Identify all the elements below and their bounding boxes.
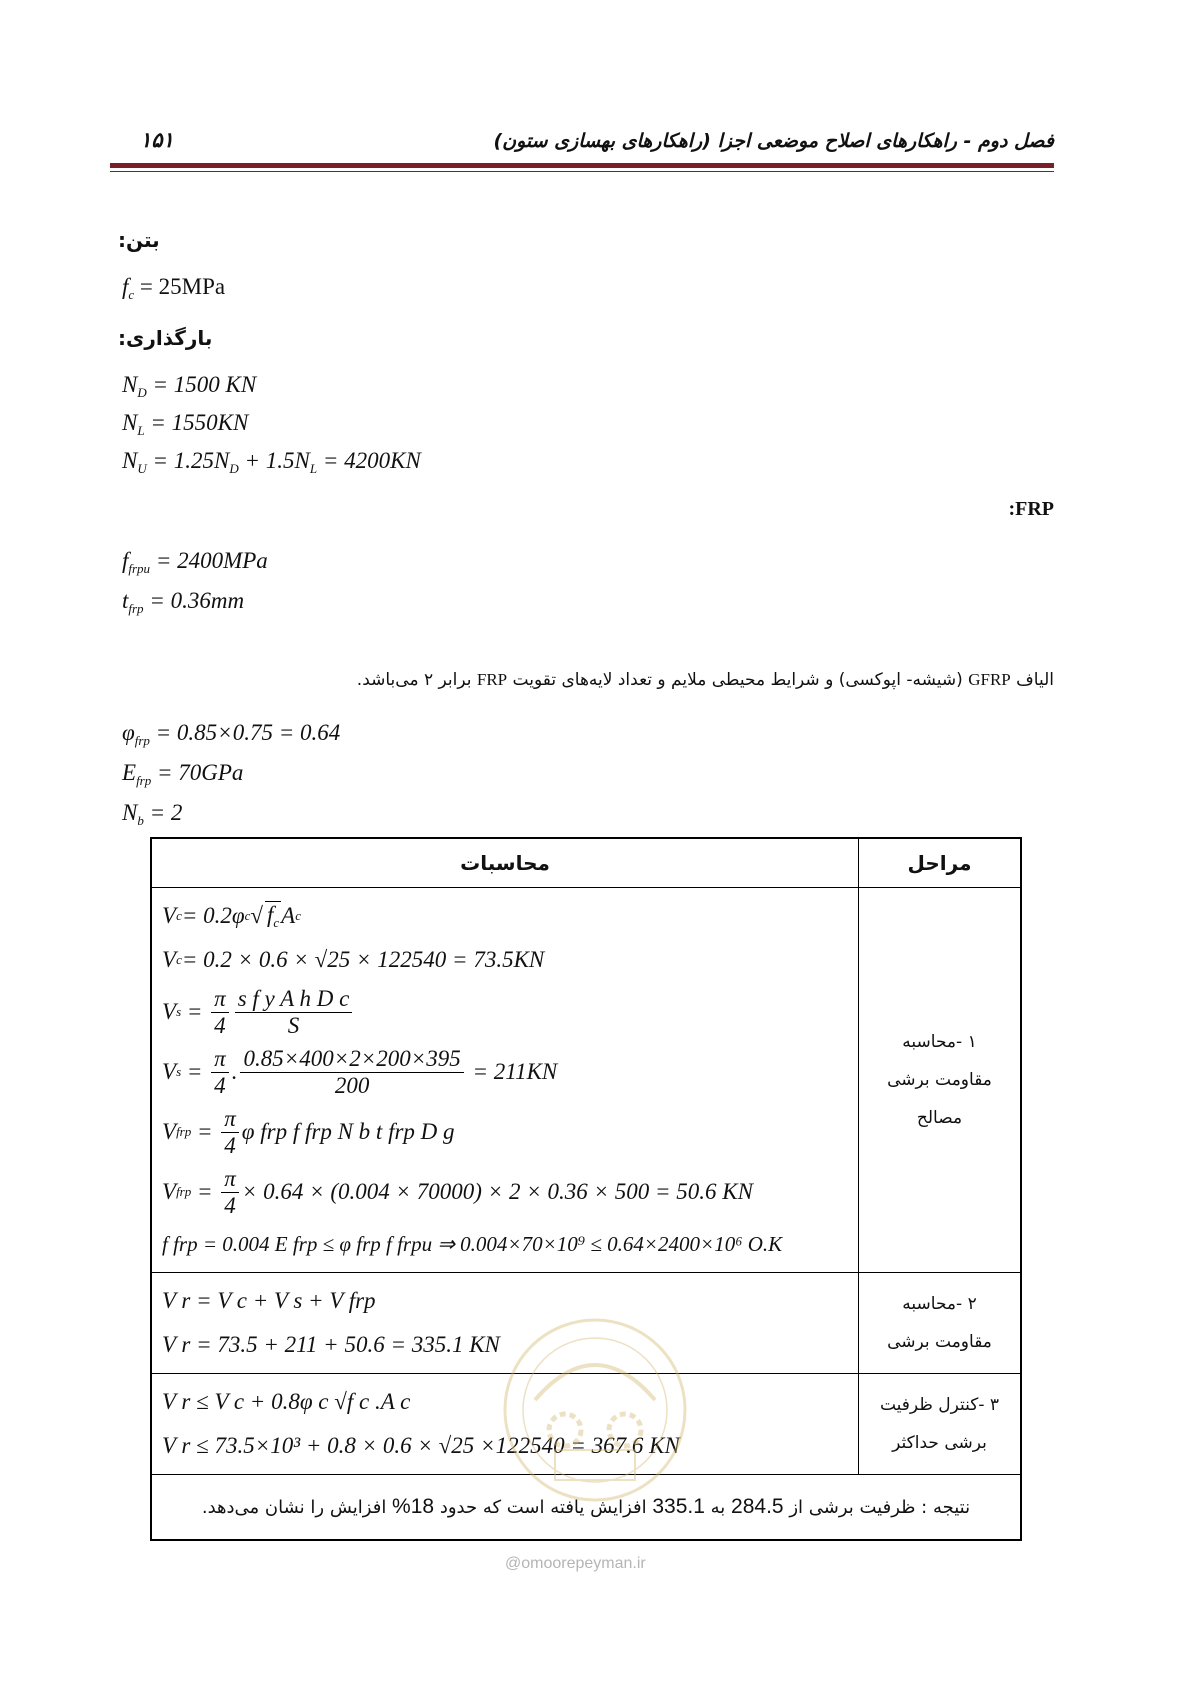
column-header-steps: مراحل [859, 838, 1022, 888]
step3-label: ۳ -کنترل ظرفیت برشی حداکثر [859, 1374, 1022, 1475]
result-cell: نتیجه : ظرفیت برشی از 284.5 به 335.1 افزایش یافته است که حدود 18% افزایش را نشان می‌دهد. [151, 1475, 1021, 1541]
page-number: ۱۵۱ [140, 128, 174, 152]
step2-label: ۲ -محاسبه مقاومت برشی [859, 1273, 1022, 1374]
table-row [151, 888, 1021, 1273]
column-header-calculations: محاسبات [151, 838, 859, 888]
concrete-label: بتن: [118, 228, 160, 252]
nd-equation: $N_D = 1500$ KN [122, 372, 257, 400]
header-rule-thin [110, 171, 1054, 172]
step1-formulas [151, 888, 859, 1273]
nb-equation: $N_b = 2$ [122, 800, 183, 828]
vc-formula: V c = 0.2φ c √ $f_c$ A c [162, 902, 302, 930]
vfrp-value: V frp = $\frac{\pi}{4}$ × 0.64 × (0.004 × 70000) × 2 × 0.36 × 500 = 50.6 KN [162, 1165, 753, 1218]
vr-max-value: V r ≤ 73.5×10³ + 0.8 × 0.6 × √25 ×122540 = 367.6 KN [162, 1433, 680, 1458]
chapter-title: فصل دوم - راهکارهای اصلاح موضعی اجزا (راهکارهای بهسازی ستون) [493, 130, 1054, 152]
vfrp-formula: V frp = $\frac{\pi}{4}$ φ frp f frp N b t frp D g [162, 1105, 455, 1158]
vr-max-formula: V r ≤ V c + 0.8φ c √f c .A c [162, 1389, 411, 1414]
vr-formula: V r = V c + V s + V frp [162, 1288, 376, 1313]
vs-formula: V s = $\frac{\pi}{4}$ $\frac{\text{s f y A h D c}}{S}$ [162, 982, 848, 1042]
vs-value: V s = $\frac{\pi}{4}$ . $\frac{0.85\times 400\times 2\times 200\times 395}{200}$ = 211KN [162, 1045, 558, 1098]
tfrp-equation: $t_{frp} = 0.36mm$ [122, 588, 245, 616]
watermark-logo [495, 1310, 695, 1510]
ffrpu-equation: $f_{frpu} = 2400MPa$ [122, 548, 268, 576]
nu-equation: $N_U = 1.25N_D + 1.5N_L = 4200KN$ [122, 448, 421, 476]
ffrp-check: f frp = 0.004 E frp ≤ φ frp f frpu ⇒ 0.004×70×10⁹ ≤ 0.64×2400×10⁶ O.K [162, 1231, 783, 1256]
footer-website: @omoorepeyman.ir [505, 1555, 646, 1572]
e-frp-equation: $E_{frp} = 70GPa$ [122, 760, 244, 788]
frp-label: FRP: [1008, 498, 1054, 520]
phi-frp-equation: $\varphi_{frp} = 0.85\times 0.75 = 0.64$ [122, 720, 341, 748]
frp-description: الیاف GFRP (شیشه- اپوکسی) و شرایط محیطی ملایم و تعداد لایه‌های تقویت FRP برابر ۲ می‌باشد. [356, 670, 1054, 690]
step1-label: ۱ -محاسبه مقاومت برشی مصالح [859, 888, 1022, 1273]
fc-equation: $f_c = 25MPa$ [122, 274, 226, 302]
loading-label: بارگذاری: [118, 326, 213, 350]
nl-equation: $N_L = 1550KN$ [122, 410, 249, 438]
vr-value: V r = 73.5 + 211 + 50.6 = 335.1 KN [162, 1332, 500, 1357]
header-rule [110, 163, 1054, 168]
table-header-row [151, 838, 1021, 888]
vc-value: V c = 0.2 × 0.6 × √25 × 122540 = 73.5KN [162, 947, 545, 972]
